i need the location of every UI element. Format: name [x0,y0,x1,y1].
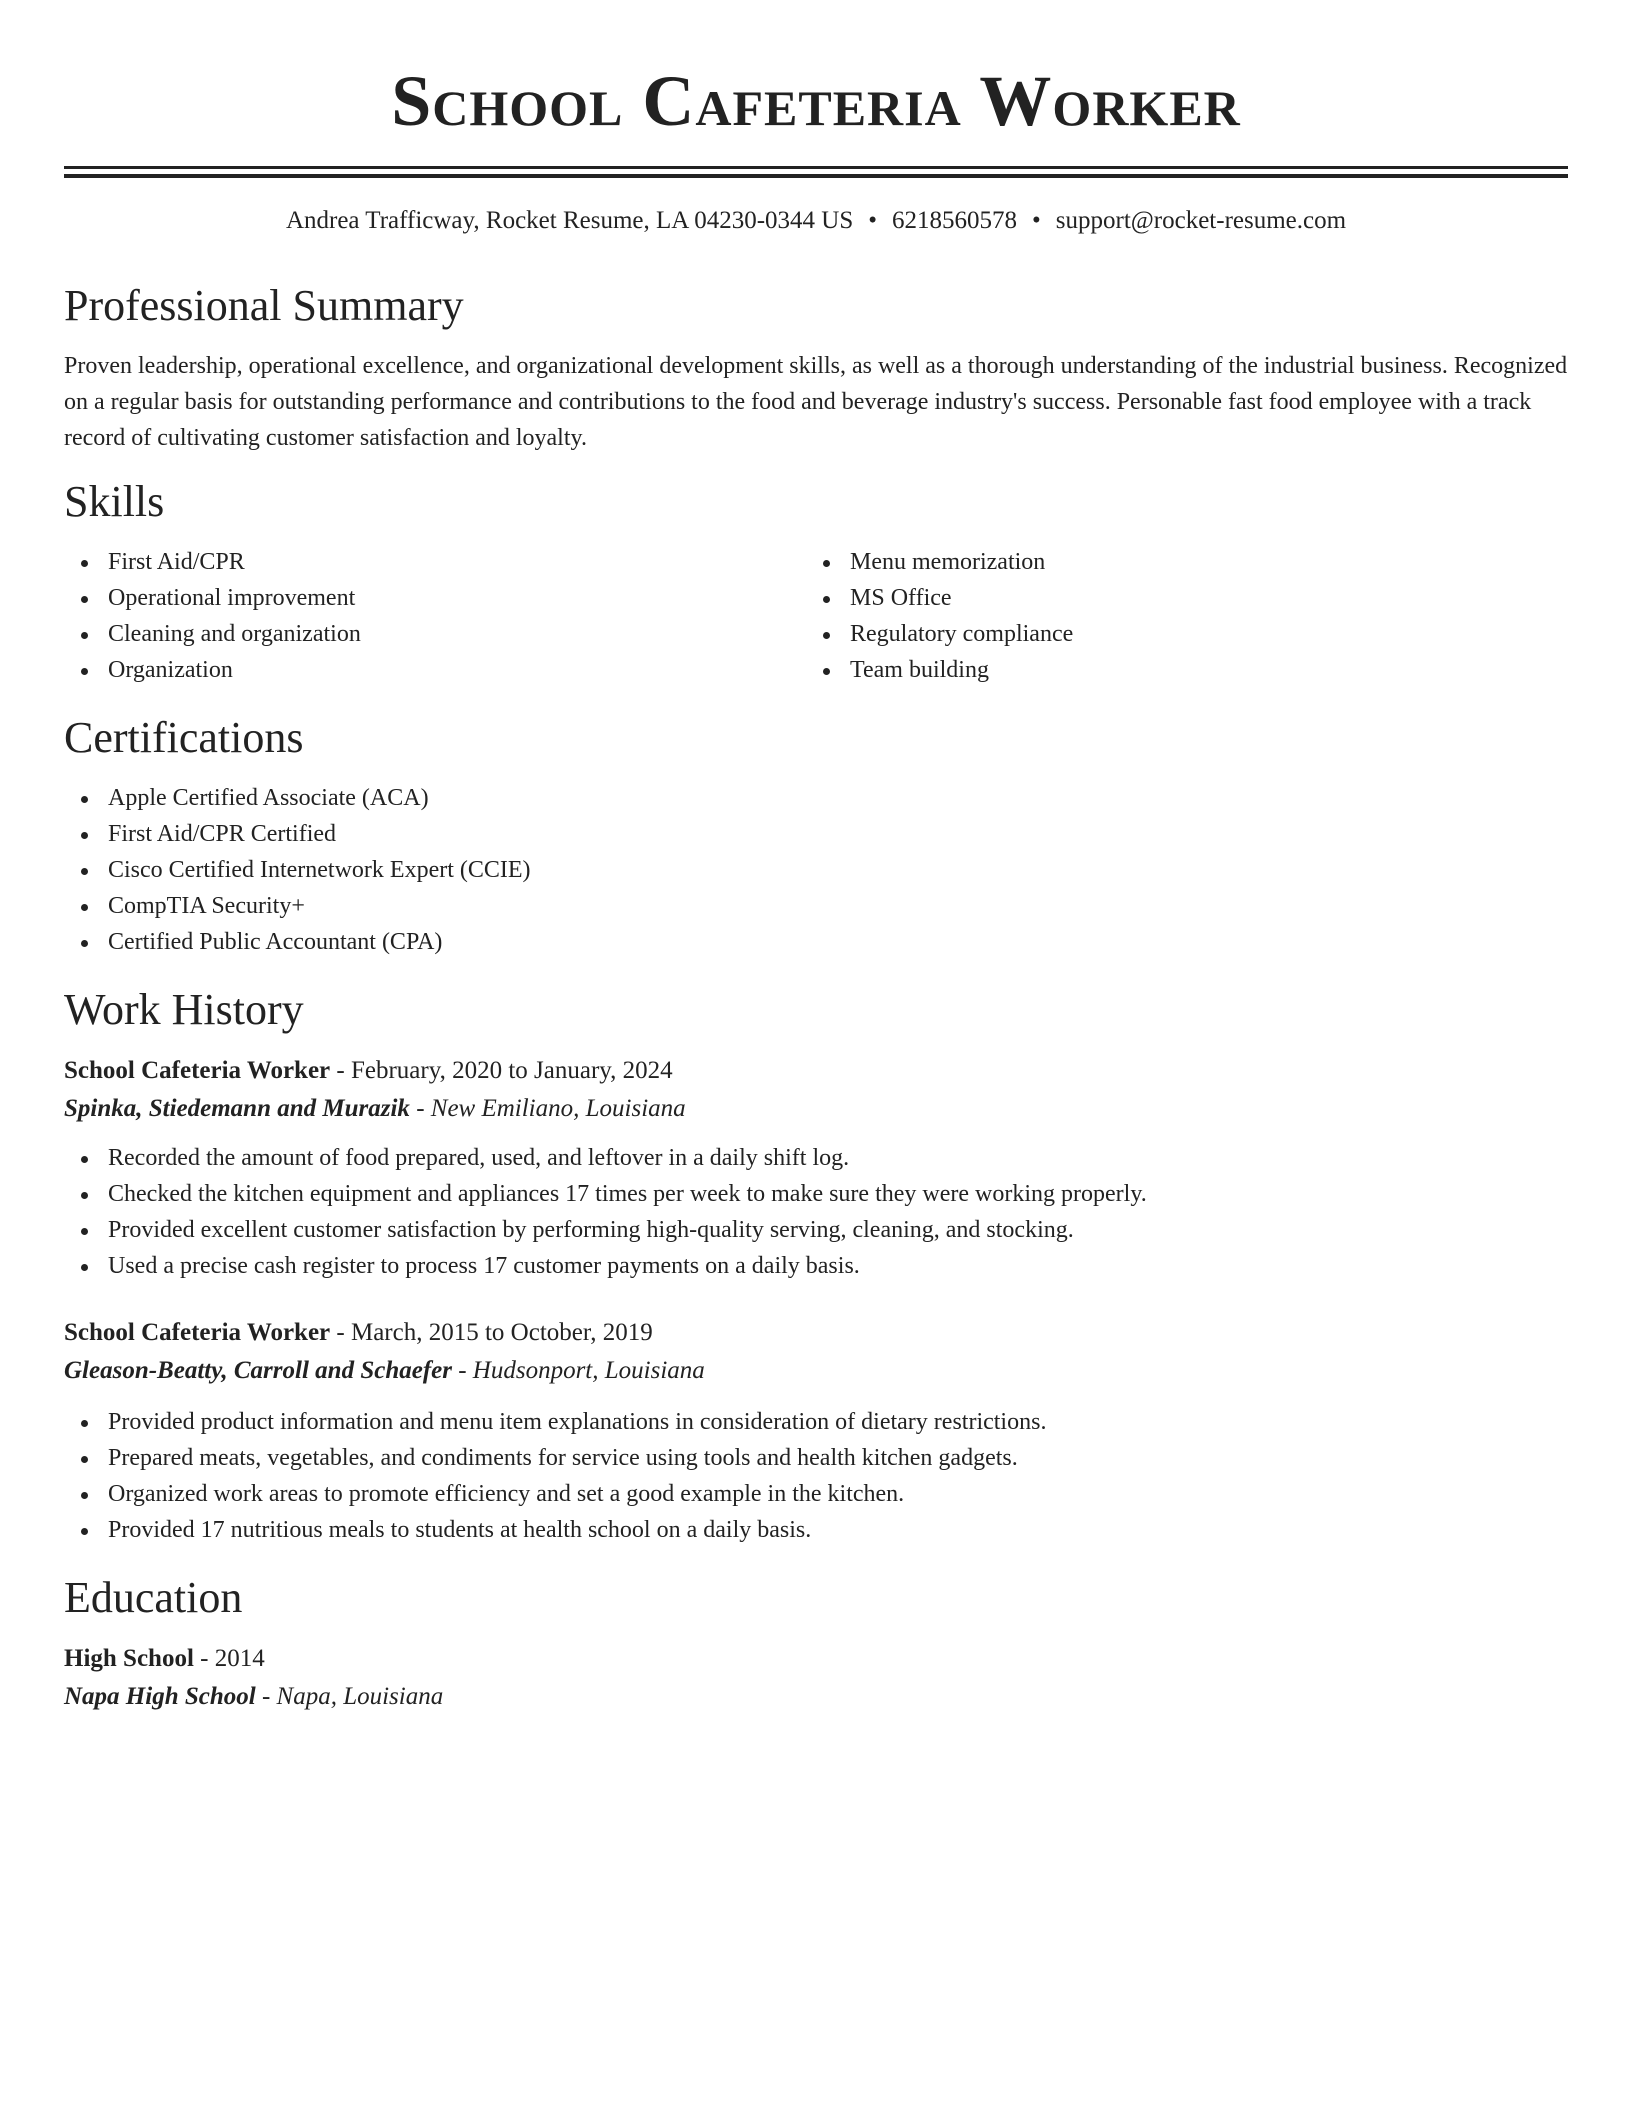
job-dates: March, 2015 to October, 2019 [350,1319,653,1346]
contact-separator: • [868,207,877,234]
contact-email: support@rocket-resume.com [1055,207,1347,234]
job-entry [64,1052,1568,1284]
job-location: New Emiliano, Louisiana [430,1095,686,1122]
certification-item: CompTIA Security+ [64,888,1568,924]
education-heading: Education [64,1573,243,1622]
summary-text: Proven leadership, operational excellence, and organizational development skills, as well as a thorough understanding of the industrial business. Recognized on a regular basis for outstanding performance and contributions to the food and beverage industry's success. Personable fast food employee with a track record of cultivating customer satisfaction and loyalty. [64,353,1568,451]
contact-separator: • [1032,207,1041,234]
job-duty-item: Provided excellent customer satisfaction by performing high-quality serving, cleaning, and stocking. [64,1212,1568,1248]
job-duty-item: Organized work areas to promote efficiency and set a good example in the kitchen. [64,1476,1568,1512]
summary-heading: Professional Summary [64,281,464,330]
job-duty-item: Provided product information and menu item explanations in consideration of dietary restrictions. [64,1404,1568,1440]
certification-item: Cisco Certified Internetwork Expert (CCIE) [64,852,1568,888]
job-duty-item: Prepared meats, vegetables, and condiments for service using tools and health kitchen gadgets. [64,1440,1568,1476]
skills-left-column [64,544,806,688]
education-degree: High School [64,1645,194,1672]
certifications-heading: Certifications [64,713,304,762]
job-duty-item: Provided 17 nutritious meals to students at health school on a daily basis. [64,1512,1568,1548]
education-year: 2014 [214,1645,265,1672]
education-school-line: Napa High School - Napa, Louisiana [64,1683,444,1710]
contact-phone: 6218560578 [892,207,1017,234]
skill-item: Menu memorization [806,544,1548,580]
contact-address: Andrea Trafficway, Rocket Resume, LA 04230-0344 US [285,207,854,234]
job-duties-list [64,1404,1568,1548]
education-entry [64,1640,1568,1716]
skill-item: First Aid/CPR [64,544,806,580]
skill-item: Operational improvement [64,580,806,616]
education-location: Napa, Louisiana [276,1683,444,1710]
skills-heading: Skills [64,477,165,526]
contact-line [64,204,1568,238]
skill-item: Cleaning and organization [64,616,806,652]
work-history-heading: Work History [64,985,304,1034]
job-title: School Cafeteria Worker [64,1319,331,1346]
job-entry [64,1314,1568,1548]
job-location: Hudsonport, Louisiana [472,1357,705,1384]
skill-item: MS Office [806,580,1548,616]
certification-item: First Aid/CPR Certified [64,816,1568,852]
job-employer: Gleason-Beatty, Carroll and Schaefer - Hudsonport, Louisiana [64,1357,705,1384]
job-dates: February, 2020 to January, 2024 [350,1057,673,1084]
education-header: High School - 2014 [64,1645,265,1672]
title-divider [64,166,1568,178]
skill-item: Organization [64,652,806,688]
education-school: Napa High School [64,1683,256,1710]
resume-title: School Cafeteria Worker [391,61,1241,141]
job-employer: Spinka, Stiedemann and Murazik - New Emiliano, Louisiana [64,1095,686,1122]
job-header: School Cafeteria Worker - March, 2015 to October, 2019 [64,1319,653,1346]
resume-page [64,0,1568,1716]
skill-item: Team building [806,652,1548,688]
certification-item: Certified Public Accountant (CPA) [64,924,1568,960]
skill-item: Regulatory compliance [806,616,1548,652]
skills-grid [64,544,1568,688]
job-duty-item: Checked the kitchen equipment and appliances 17 times per week to make sure they were working properly. [64,1176,1568,1212]
job-duties-list [64,1140,1568,1284]
job-title: School Cafeteria Worker [64,1057,331,1084]
skills-right-column [806,544,1548,688]
job-duty-item: Recorded the amount of food prepared, used, and leftover in a daily shift log. [64,1140,1568,1176]
job-company: Spinka, Stiedemann and Murazik [64,1095,410,1122]
job-header: School Cafeteria Worker - February, 2020 to January, 2024 [64,1057,673,1084]
job-company: Gleason-Beatty, Carroll and Schaefer [64,1357,452,1384]
certifications-list [64,780,1568,960]
job-duty-item: Used a precise cash register to process 17 customer payments on a daily basis. [64,1248,1568,1284]
certification-item: Apple Certified Associate (ACA) [64,780,1568,816]
